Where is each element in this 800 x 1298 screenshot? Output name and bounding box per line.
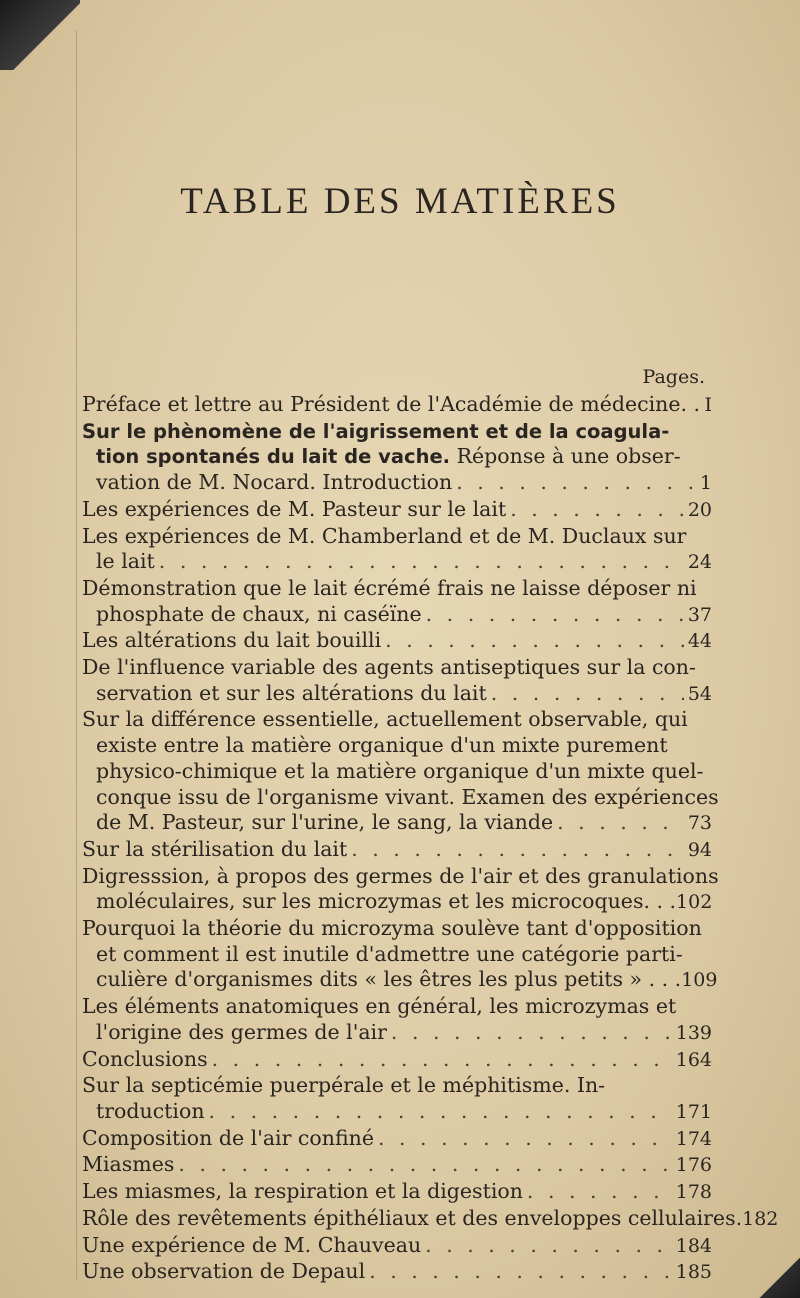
toc-entry <box>82 994 712 1046</box>
toc-entry-text: troduction <box>96 1098 205 1123</box>
toc-entry-line <box>82 681 712 708</box>
toc-entry-text: Sur la différence essentielle, actuellement observable, qui <box>82 707 688 732</box>
toc-entry-line <box>82 1233 712 1260</box>
toc-entry <box>82 392 712 419</box>
toc-entry-text: vation de M. Nocard. Introduction <box>96 470 453 495</box>
page-corner <box>740 1258 800 1298</box>
toc-entry-text: Rôle des revêtements épithéliaux et des enveloppes cellulaires. <box>82 1205 743 1230</box>
toc-entry <box>82 1047 712 1074</box>
toc-entry <box>82 1233 712 1260</box>
toc-entry-line <box>82 1126 712 1153</box>
leader-dots <box>212 1047 672 1073</box>
toc-entry-text: Sur le phènomène de l'aigrissement et de la coagula- <box>82 419 670 443</box>
toc-entry-text: existe entre la matière organique d'un mixte purement <box>96 733 668 758</box>
leader-dots <box>491 681 684 707</box>
toc-entry-text: Digresssion, à propos des germes de l'air et des granulations <box>82 863 719 888</box>
leader-dots <box>527 1179 672 1205</box>
toc-entry-text: Les expériences de M. Pasteur sur le lait <box>82 496 507 521</box>
leader-dots <box>209 1099 672 1125</box>
toc-entry <box>82 1259 712 1286</box>
toc-entry-text: Pourquoi la théorie du microzyma soulève tant d'opposition <box>82 916 702 941</box>
toc-entry-line <box>82 889 712 916</box>
toc-entry-text: Les expériences de M. Chamberland et de M. Duclaux sur <box>82 523 687 548</box>
toc-entry-line <box>82 1259 712 1286</box>
leader-dots <box>378 1126 672 1152</box>
toc-entry-text: Les éléments anatomiques en général, les microzymas et <box>82 994 677 1019</box>
toc-page-number: 178 <box>675 1181 712 1204</box>
toc-entry-line <box>82 967 718 994</box>
toc-entry-line <box>82 524 712 550</box>
toc-entry-line <box>82 863 719 890</box>
leader-dots <box>456 470 696 496</box>
toc-entry-text: Démonstration que le lait écrémé frais ne laisse déposer ni <box>82 575 697 600</box>
toc-entry-line <box>82 1205 779 1233</box>
leader-dots <box>557 810 684 836</box>
toc-page-number: 73 <box>687 812 712 835</box>
leader-dots <box>425 1233 672 1259</box>
toc-entry-line <box>82 1073 712 1099</box>
toc-entry-text: Les altérations du lait bouilli <box>82 628 382 653</box>
toc-page-number: I <box>704 394 712 416</box>
toc-entry-line <box>82 444 712 470</box>
toc-entry <box>82 1205 779 1233</box>
toc-entry-line <box>82 1099 712 1126</box>
leader-dots <box>426 602 684 628</box>
toc-entry-line <box>82 1179 712 1206</box>
toc-entry-text: Une observation de Depaul <box>82 1259 366 1284</box>
toc-entry <box>82 1152 712 1179</box>
toc-entry-text: et comment il est inutile d'admettre une catégorie parti- <box>96 941 683 966</box>
toc-entry-text: Une expérience de M. Chauveau <box>82 1232 422 1257</box>
toc-entry-text: moléculaires, sur les microzymas et les microcoques. . . <box>96 889 677 914</box>
toc-entry-line <box>82 1047 712 1074</box>
toc-entry <box>82 419 712 497</box>
toc-entry-text: l'origine des germes de l'air <box>96 1019 387 1044</box>
toc-entry-line <box>82 784 719 811</box>
toc-page-number: 164 <box>675 1048 712 1071</box>
toc-entry <box>82 1179 712 1206</box>
page-title: TABLE DES MATIÈRES <box>180 181 620 222</box>
toc-page-number: 44 <box>687 630 712 653</box>
toc-entry-line <box>82 1152 712 1179</box>
toc-entry-text: Miasmes <box>82 1152 175 1177</box>
toc-entry <box>82 707 719 837</box>
toc-page-number: 176 <box>675 1154 712 1177</box>
leader-dots <box>178 1152 671 1178</box>
toc-entry-line <box>82 1020 712 1047</box>
leader-dots <box>510 497 684 523</box>
toc-entry <box>82 628 712 655</box>
toc-page-number: 24 <box>687 551 712 574</box>
toc-page-number: 1 <box>699 472 712 495</box>
toc-entry-text: Préface et lettre au Président de l'Académie de médecine. . <box>82 392 701 416</box>
binding-shadow <box>0 0 80 70</box>
toc-entry-line <box>82 810 712 837</box>
toc-page-number: 94 <box>687 838 712 861</box>
toc-entry-text: Les miasmes, la respiration et la digestion <box>82 1179 523 1204</box>
toc-page-number: 54 <box>687 682 712 705</box>
toc-entry-text: culière d'organismes dits « les êtres les plus petits » . . . <box>96 967 682 992</box>
toc-entry-line <box>82 470 712 497</box>
toc-entry <box>82 655 712 707</box>
toc-entry-text: tion spontanés du lait de vache. Réponse à une obser- <box>96 444 681 469</box>
toc-entry-text: de M. Pasteur, sur l'urine, le sang, la viande <box>96 810 554 835</box>
toc-entry-line <box>82 628 712 655</box>
toc-page-number: 109 <box>681 969 718 992</box>
toc-entry <box>82 1126 712 1153</box>
toc-entry-line <box>82 419 712 445</box>
toc-entry <box>82 524 712 576</box>
toc-entry <box>82 837 712 864</box>
toc-entry-text: servation et sur les altérations du lait <box>96 680 487 705</box>
toc-page-number: 182 <box>742 1207 779 1230</box>
toc-page-number: 102 <box>676 891 713 914</box>
toc-page-number: 171 <box>675 1100 712 1123</box>
toc-entry-text: phosphate de chaux, ni caséïne <box>96 601 422 626</box>
toc-page-number: 139 <box>675 1021 712 1044</box>
toc-entry-text: Sur la septicémie puerpérale et le méphitisme. In- <box>82 1073 606 1098</box>
toc-page-number: 184 <box>675 1234 712 1257</box>
toc-entry <box>82 576 712 628</box>
leader-dots <box>351 837 684 863</box>
toc-entry-line <box>82 576 712 602</box>
toc-entry-line <box>82 549 712 576</box>
toc-entry <box>82 863 719 916</box>
leader-dots <box>369 1259 672 1285</box>
table-of-contents <box>82 392 779 1286</box>
toc-entry-text: De l'influence variable des agents antiseptiques sur la con- <box>82 655 696 680</box>
toc-page-number: 174 <box>675 1127 712 1150</box>
toc-entry-line <box>82 602 712 629</box>
toc-entry-line <box>82 942 712 968</box>
toc-entry <box>82 497 712 524</box>
pages-column-header: Pages. <box>642 366 705 388</box>
toc-entry-line <box>82 994 712 1020</box>
toc-entry-text: Conclusions <box>82 1046 208 1071</box>
toc-entry-line <box>82 837 712 864</box>
leader-dots <box>391 1020 672 1046</box>
toc-entry-line <box>82 916 712 942</box>
toc-entry-text: conque issu de l'organisme vivant. Examen des expériences <box>96 784 719 809</box>
toc-entry-line <box>82 733 712 759</box>
toc-page-number: 185 <box>675 1261 712 1284</box>
toc-page-number: 20 <box>687 498 712 521</box>
toc-entry-line <box>82 497 712 524</box>
toc-entry-text: Composition de l'air confiné <box>82 1125 374 1150</box>
toc-page-number: 37 <box>687 603 712 626</box>
leader-dots <box>159 549 684 575</box>
toc-entry-line <box>82 392 712 419</box>
toc-entry-line <box>82 707 712 733</box>
toc-entry-line <box>82 759 712 785</box>
toc-entry <box>82 916 718 994</box>
toc-entry-text: Sur la stérilisation du lait <box>82 836 348 861</box>
toc-entry-text: physico-chimique et la matière organique d'un mixte quel- <box>96 758 704 783</box>
toc-entry-text: le lait <box>96 549 155 574</box>
toc-entry-line <box>82 655 712 681</box>
leader-dots <box>385 628 684 654</box>
toc-entry <box>82 1073 712 1125</box>
